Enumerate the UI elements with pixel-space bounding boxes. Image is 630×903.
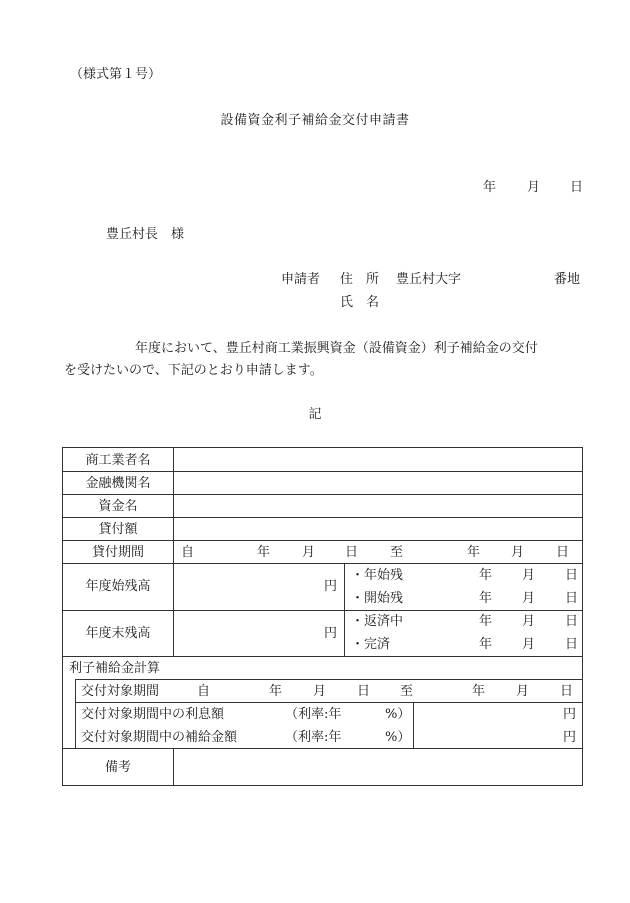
row-divider bbox=[75, 679, 582, 680]
col-divider bbox=[413, 702, 414, 748]
row-divider bbox=[63, 656, 582, 657]
banchi-label: 番地 bbox=[554, 272, 581, 287]
percent-label: %） bbox=[385, 707, 411, 722]
month-label: 月 bbox=[516, 684, 530, 699]
month-label: 月 bbox=[522, 614, 536, 629]
date-month-label: 月 bbox=[527, 180, 541, 195]
month-label: 月 bbox=[522, 591, 536, 606]
year-label: 年 bbox=[269, 684, 283, 699]
day-label: 日 bbox=[345, 545, 359, 560]
col-divider bbox=[173, 748, 174, 785]
col-divider bbox=[173, 448, 174, 656]
address-value: 豊丘村大字 bbox=[396, 272, 462, 287]
body-text-line2: を受けたいので、下記のとおり申請します。 bbox=[64, 363, 323, 378]
row-divider bbox=[63, 748, 582, 749]
row-divider bbox=[63, 471, 582, 472]
row-divider bbox=[63, 610, 582, 611]
repaying-option: ・返済中 bbox=[351, 614, 404, 629]
name-label: 氏 名 bbox=[340, 295, 380, 310]
yen-label: 円 bbox=[563, 730, 577, 745]
month-label: 月 bbox=[522, 568, 536, 583]
subsidy-period-label: 交付対象期間 bbox=[81, 684, 160, 699]
percent-label: %） bbox=[385, 730, 411, 745]
fy-end-balance-label: 年度末残高 bbox=[85, 626, 151, 641]
col-divider bbox=[75, 679, 76, 748]
date-year-label: 年 bbox=[483, 180, 497, 195]
date-day-label: 日 bbox=[570, 180, 584, 195]
day-label: 日 bbox=[565, 568, 579, 583]
yen-label: 円 bbox=[324, 626, 338, 641]
row-divider bbox=[63, 540, 582, 541]
addressee: 豊丘村長 様 bbox=[106, 227, 185, 242]
month-label: 月 bbox=[511, 545, 525, 560]
yen-label: 円 bbox=[324, 579, 338, 594]
document-title: 設備資金利子補給金交付申請書 bbox=[220, 113, 410, 128]
to-label: 至 bbox=[400, 684, 414, 699]
loan-period-label: 貸付期間 bbox=[91, 545, 144, 560]
year-label: 年 bbox=[479, 637, 493, 652]
month-label: 月 bbox=[313, 684, 327, 699]
rate-label: （利率:年 bbox=[285, 707, 342, 722]
year-label: 年 bbox=[479, 591, 493, 606]
loan-amount-label: 貸付額 bbox=[98, 522, 138, 537]
bank-name-label: 金融機関名 bbox=[85, 476, 151, 491]
row-divider bbox=[63, 517, 582, 518]
row-divider bbox=[63, 563, 582, 564]
to-label: 至 bbox=[390, 545, 404, 560]
day-label: 日 bbox=[556, 545, 570, 560]
interest-calc-heading: 利子補給金計算 bbox=[69, 661, 161, 676]
body-text-line1: 年度において、豊丘村商工業振興資金（設備資金）利子補給金の交付 bbox=[135, 341, 538, 356]
year-label: 年 bbox=[479, 614, 493, 629]
day-label: 日 bbox=[565, 637, 579, 652]
year-label: 年 bbox=[257, 545, 271, 560]
month-label: 月 bbox=[522, 637, 536, 652]
address-label: 住 所 bbox=[340, 272, 380, 287]
day-label: 日 bbox=[560, 684, 574, 699]
fy-start-balance-label: 年度始残高 bbox=[85, 579, 151, 594]
from-label: 自 bbox=[197, 684, 211, 699]
interest-amount-label: 交付対象期間中の利息額 bbox=[81, 707, 225, 722]
application-table bbox=[62, 447, 583, 786]
subsidy-amount-label: 交付対象期間中の補給金額 bbox=[81, 730, 238, 745]
fund-name-label: 資金名 bbox=[98, 499, 138, 514]
merchant-name-label: 商工業者名 bbox=[85, 453, 151, 468]
applicant-label: 申請者 bbox=[281, 272, 321, 287]
year-label: 年 bbox=[472, 684, 486, 699]
ki-heading: 記 bbox=[308, 407, 322, 422]
row-divider bbox=[63, 494, 582, 495]
day-label: 日 bbox=[357, 684, 371, 699]
year-label: 年 bbox=[467, 545, 481, 560]
row-divider bbox=[75, 702, 582, 703]
form-number: （様式第１号） bbox=[70, 67, 162, 82]
year-label: 年 bbox=[479, 568, 493, 583]
day-label: 日 bbox=[565, 591, 579, 606]
yen-label: 円 bbox=[563, 707, 577, 722]
rate-label: （利率:年 bbox=[285, 730, 342, 745]
day-label: 日 bbox=[565, 614, 579, 629]
col-divider bbox=[344, 563, 345, 656]
year-start-balance-option: ・年始残 bbox=[351, 568, 404, 583]
month-label: 月 bbox=[302, 545, 316, 560]
remarks-label: 備考 bbox=[104, 760, 131, 775]
open-start-balance-option: ・開始残 bbox=[351, 591, 404, 606]
from-label: 自 bbox=[181, 545, 195, 560]
completed-option: ・完済 bbox=[351, 637, 391, 652]
